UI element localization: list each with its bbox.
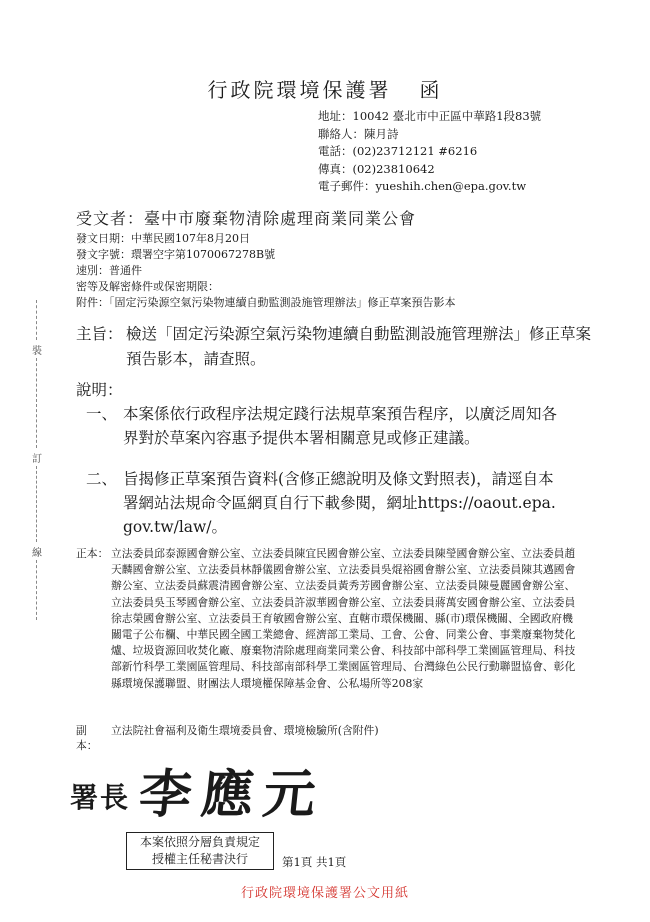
binding-mark: 訂 — [32, 454, 42, 465]
attachment-line: 附件：「固定污染源空氣污染物連續自動監測設施管理辦法」修正草案預告影本 — [76, 296, 456, 309]
signature-name: 李應元 — [136, 764, 329, 825]
recipient-line: 受文者：臺中市廢棄物清除處理商業同業公會 — [76, 209, 417, 228]
binding-line — [36, 466, 38, 542]
binding-mark: 線 — [32, 548, 42, 559]
cc-text: 立法委員邱泰源國會辦公室、立法委員陳宜民國會辦公室、立法委員陳瑩國會辦公室、立法委員趙天麟國會辦公室、立法委員林靜儀國會辦公室、立法委員吳焜裕國會辦公室、立法委員陳其邁國會辦公室、立法委員蘇震清國會辦公室、立法委員黃秀芳國會辦公室、立法委員陳曼麗國會辦公室、立法委員吳玉琴國會辦公室、立法委員許淑華國會辦公室、立法委員蔣萬安國會辦公室、立法委員徐志榮國會辦公室、立法委員王育敏國會辦公室、直轄市環保機關、縣(市)環保機關、全國政府機關電子公布欄、中華民國全國工業總會、經濟部工業局、工會、公會、同業公會、事業廢棄物焚化爐、垃圾資源回收焚化廠、廢棄物清除處理商業同業公會、科技部中部科學工業園區管理局、科技部新竹科學工業園區管理局、科技部南部科學工業園區管理局、台灣綠色公民行動聯盟協會、彰化縣環境保護聯盟、財團法人環境權保障基金會、公私場所等208家 — [111, 547, 576, 690]
footer-letterhead: 行政院環境保護署公文用紙 — [240, 886, 409, 901]
doc-type: 函 — [419, 78, 443, 102]
explanation-label: 說明： — [76, 381, 123, 399]
page-number: 第1頁 共1頁 — [282, 855, 347, 869]
document-title — [0, 74, 650, 103]
email-line: 電子郵件：yueshih.chen@epa.gov.tw — [318, 179, 527, 193]
cc-copy-text: 立法院社會福利及衛生環境委員會、環境檢驗所(含附件) — [111, 724, 379, 737]
signatory-title: 署長 — [70, 781, 131, 814]
binding-mark: 裝 — [32, 346, 42, 357]
binding-line — [36, 300, 38, 340]
security-class: 密等及解密條件或保密期限： — [76, 280, 219, 293]
fax-line: 傳真：(02)23810642 — [318, 161, 435, 176]
contact-person-line: 聯絡人：陳月詩 — [318, 126, 399, 141]
speed-class: 速別：普通件 — [76, 264, 142, 277]
binding-line — [36, 358, 38, 448]
stamp-line: 授權主任秘書決行 — [151, 852, 248, 866]
delegation-stamp — [126, 832, 274, 870]
subject-label: 主旨： — [76, 325, 123, 343]
issue-number: 發文字號：環署空字第1070067278B號 — [76, 248, 276, 261]
cc-label: 正本： — [76, 547, 109, 560]
address-line: 地址：10042 臺北市中正區中華路1段83號 — [318, 109, 542, 123]
item-number: 二、 — [86, 470, 118, 488]
stamp-line: 本案依照分層負責規定 — [139, 835, 260, 849]
phone-line: 電話：(02)23712121 #6216 — [318, 144, 478, 158]
explanation-item — [86, 467, 566, 547]
cc-copy-label: 副本： — [76, 724, 98, 752]
contact-block — [318, 108, 541, 196]
agency-name: 行政院環境保護署 — [207, 78, 392, 102]
meta-block — [76, 231, 456, 311]
issue-date: 發文日期：中華民國107年8月20日 — [76, 232, 250, 245]
item-number: 一、 — [86, 405, 118, 423]
item-text: 本案係依行政程序法規定踐行法規草案預告程序，以廣泛周知各界對於草案內容惠予提供本署相關意見或修正建議。 — [123, 405, 558, 447]
subject-text: 檢送「固定污染源空氣污染物連續自動監測設施管理辦法」修正草案預告影本，請查照。 — [126, 325, 592, 368]
item-text: 旨揭修正草案預告資料(含修正總說明及條文對照表)，請逕自本署網站法規命令區網頁自行下載參閱，網址https://oaout.epa.gov.tw/law/。 — [123, 470, 556, 536]
binding-line — [36, 560, 38, 620]
